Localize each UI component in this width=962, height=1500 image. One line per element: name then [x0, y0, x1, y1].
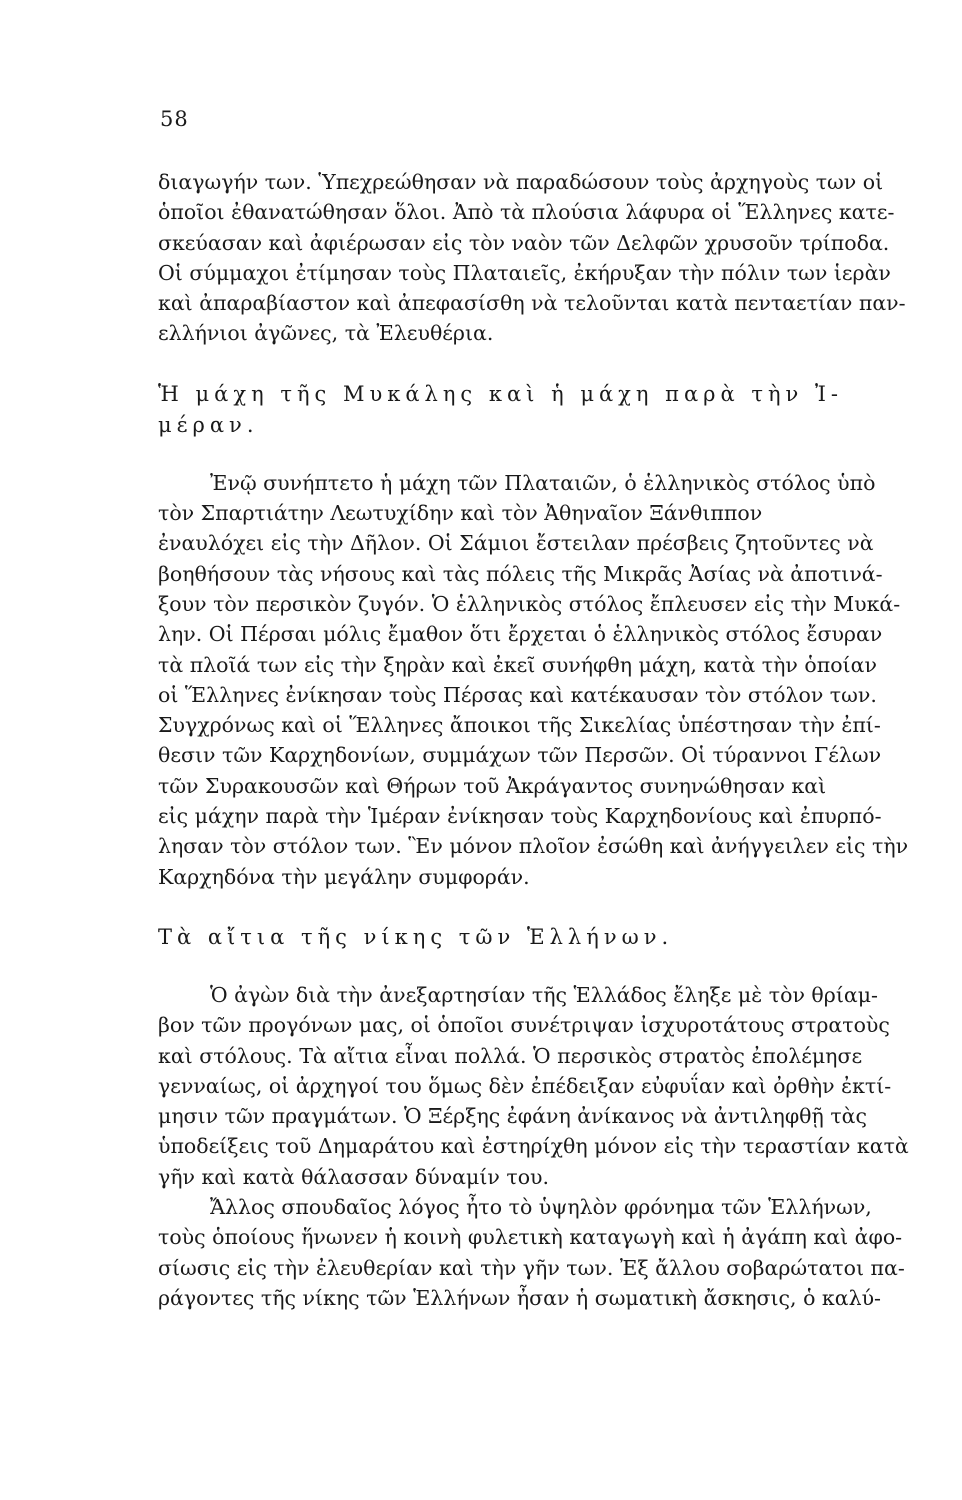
text-line: ἐναυλόχει εἰς τὴν Δῆλον. Οἱ Σάμιοι ἔστειλαν πρέσβεις ζητοῦντες νὰ	[158, 531, 874, 556]
text-line: ὁποῖοι ἐθανατώθησαν ὅλοι. Ἀπὸ τὰ πλούσια λάφυρα οἱ Ἕλληνες κατε-	[158, 200, 895, 225]
text-line: καὶ στόλους. Τὰ αἴτια εἶναι πολλά. Ὁ περσικὸς στρατὸς ἐπολέμησε	[158, 1043, 863, 1068]
paragraph-causes-1	[158, 980, 958, 1192]
heading-line: Ἡ μάχη τῆς Μυκάλης καὶ ἡ μάχη παρὰ τὴν Ἰ-	[158, 381, 844, 406]
text-line: τὰ πλοῖά των εἰς τὴν ξηρὰν καὶ ἐκεῖ συνήφθη μάχη, κατὰ τὴν ὁποίαν	[158, 652, 877, 677]
page-number: 58	[160, 107, 189, 131]
text-line: καὶ ἀπαραβίαστον καὶ ἀπεφασίσθη νὰ τελοῦνται κατὰ πενταετίαν παν-	[158, 291, 906, 316]
text-line: Οἱ σύμμαχοι ἐτίμησαν τοὺς Πλαταιεῖς, ἐκήρυξαν τὴν πόλιν των ἱερὰν	[158, 260, 891, 285]
text-line: Συγχρόνως καὶ οἱ Ἕλληνες ἄποικοι τῆς Σικελίας ὑπέστησαν τὴν ἐπί-	[158, 713, 881, 738]
text-line: οἱ Ἕλληνες ἐνίκησαν τοὺς Πέρσας καὶ κατέκαυσαν τὸν στόλον των.	[158, 682, 877, 707]
paragraph-causes-2	[158, 1192, 958, 1313]
text-line: ὑποδείξεις τοῦ Δημαράτου καὶ ἐστηρίχθη μόνον εἰς τὴν τεραστίαν κατὰ	[158, 1134, 909, 1159]
text-line: ράγοντες τῆς νίκης τῶν Ἑλλήνων ἦσαν ἡ σωματικὴ ἄσκησις, ὁ καλύ-	[158, 1285, 881, 1310]
section-heading-causes-of-victory	[158, 922, 958, 953]
text-line: διαγωγήν των. Ὑπεχρεώθησαν νὰ παραδώσουν τοὺς ἀρχηγοὺς των οἱ	[158, 170, 884, 194]
paragraph-aftermath-plataea	[158, 167, 958, 349]
text-line: γενναίως, οἱ ἀρχηγοί του ὅμως δὲν ἐπέδειξαν εὐφυΐαν καὶ ὀρθὴν ἐκτί-	[158, 1073, 892, 1098]
text-line: ξουν τὸν περσικὸν ζυγόν. Ὁ ἑλληνικὸς στόλος ἔπλευσεν εἰς τὴν Μυκά-	[158, 591, 901, 616]
section-heading-mycale-himera	[158, 379, 958, 441]
text-line: λην. Οἱ Πέρσαι μόλις ἔμαθον ὅτι ἔρχεται ὁ ἑλληνικὸς στόλος ἔσυραν	[158, 622, 883, 647]
text-line: Καρχηδόνα τὴν μεγάλην συμφοράν.	[158, 864, 530, 889]
text-line: Ἄλλος σπουδαῖος λόγος ἦτο τὸ ὑψηλὸν φρόνημα τῶν Ἑλλήνων,	[210, 1195, 872, 1220]
paragraph-mycale-himera	[158, 468, 958, 892]
text-line: Ὁ ἀγὼν διὰ τὴν ἀνεξαρτησίαν τῆς Ἑλλάδος ἔληξε μὲ τὸν θρίαμ-	[210, 982, 878, 1007]
text-line: λησαν τὸν στόλον των. Ἓν μόνον πλοῖον ἐσώθη καὶ ἀνήγγειλεν εἰς τὴν	[158, 834, 909, 859]
text-line: θεσιν τῶν Καρχηδονίων, συμμάχων τῶν Περσῶν. Οἱ τύραννοι Γέλων	[158, 743, 882, 768]
text-line: ελλήνιοι ἀγῶνες, τὰ Ἐλευθέρια.	[158, 321, 494, 346]
text-line: σίωσις εἰς τὴν ἐλευθερίαν καὶ τὴν γῆν των. Ἐξ ἄλλου σοβαρώτατοι πα-	[158, 1255, 905, 1280]
text-line: μησιν τῶν πραγμάτων. Ὁ Ξέρξης ἐφάνη ἀνίκανος νὰ ἀντιληφθῇ τὰς	[158, 1104, 867, 1129]
text-line: τὸν Σπαρτιάτην Λεωτυχίδην καὶ τὸν Ἀθηναῖον Ξάνθιππον	[158, 501, 763, 526]
text-line: βον τῶν προγόνων μας, οἱ ὁποῖοι συνέτριψαν ἰσχυροτάτους στρατοὺς	[158, 1013, 890, 1038]
book-page	[158, 105, 958, 1313]
text-line: τοὺς ὁποίους ἥνωνεν ἡ κοινὴ φυλετικὴ καταγωγὴ καὶ ἡ ἀγάπη καὶ ἀφο-	[158, 1225, 903, 1250]
text-line: τῶν Συρακουσῶν καὶ Θήρων τοῦ Ἀκράγαντος συνηνώθησαν καὶ	[158, 773, 827, 798]
text-line: εἰς μάχην παρὰ τὴν Ἱμέραν ἐνίκησαν τοὺς Καρχηδονίους καὶ ἐπυρπό-	[158, 804, 882, 829]
heading-line: Τὰ αἴτια τῆς νίκης τῶν Ἑλλήνων.	[158, 924, 674, 949]
text-line: βοηθήσουν τὰς νήσους καὶ τὰς πόλεις τῆς Μικρᾶς Ἀσίας νὰ ἀποτινά-	[158, 561, 883, 586]
text-line: Ἐνῷ συνήπτετο ἡ μάχη τῶν Πλαταιῶν, ὁ ἑλληνικὸς στόλος ὑπὸ	[210, 470, 876, 495]
text-line: σκεύασαν καὶ ἀφιέρωσαν εἰς τὸν ναὸν τῶν Δελφῶν χρυσοῦν τρίποδα.	[158, 230, 890, 255]
heading-line: μέραν.	[158, 412, 259, 437]
text-line: γῆν καὶ κατὰ θάλασσαν δύναμίν του.	[158, 1164, 550, 1189]
